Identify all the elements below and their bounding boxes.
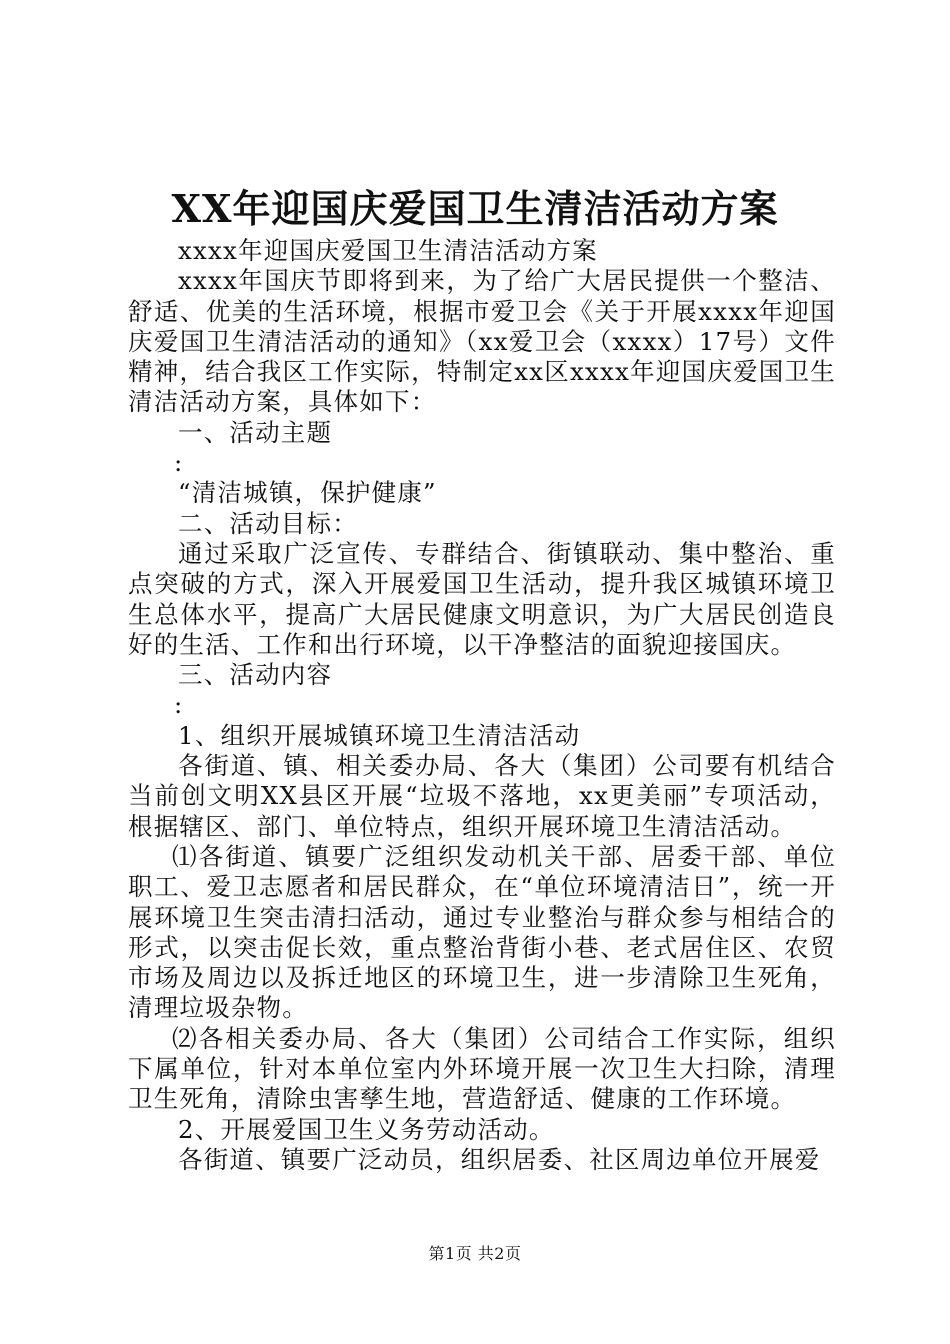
document-body: [128, 236, 836, 1175]
heading-activity-content: 三、活动内容: [178, 660, 333, 690]
colon-line: :: [174, 690, 184, 720]
heading-activity-goals: 二、活动目标：: [178, 508, 358, 538]
paragraph-goals: 通过采取广泛宣传、专群结合、街镇联动、集中整治、重点突破的方式，深入开展爱国卫生活动，提升我区城镇环境卫生总体水平，提高广大居民健康文明意识，为广大居民创造良好的生活、工作和出行环境，以干净整洁的面貌迎接国庆。: [128, 538, 836, 659]
paragraph-item-1: 各街道、镇、相关委办局、各大（集团）公司要有机结合当前创文明XX县区开展“垃圾不落地，xx更美丽”专项活动，根据辖区、部门、单位特点，组织开展环境卫生清洁活动。: [128, 751, 836, 841]
page-footer: 第1页 共2页: [428, 1244, 522, 1263]
paragraph-subitem-2: ⑵各相关委办局、各大（集团）公司结合工作实际，组织下属单位，针对本单位室内外环境开展一次卫生大扫除，清理卫生死角，清除虫害孳生地，营造舒适、健康的工作环境。: [128, 1023, 836, 1114]
paragraph-subitem-1: ⑴各街道、镇要广泛组织发动机关干部、居委干部、单位职工、爱卫志愿者和居民群众，在“单位环境清洁日”，统一开展环境卫生突击清扫活动，通过专业整治与群众参与相结合的形式，以突击促长效，重点整治背街小巷、老式居住区、农贸市场及周边以及拆迁地区的环境卫生，进一步清除卫生死角，清理垃圾杂物。: [128, 841, 836, 1023]
heading-item-2: 2、开展爱国卫生义务劳动活动。: [178, 1114, 555, 1144]
heading-item-1: 1、组织开展城镇环境卫生清洁活动: [178, 720, 581, 750]
paragraph-subtitle: xxxx年迎国庆爱国卫生清洁活动方案: [178, 236, 598, 265]
paragraph-theme-slogan: “清洁城镇，保护健康”: [178, 478, 437, 508]
colon-line: :: [174, 448, 184, 478]
paragraph-item-2: 各街道、镇要广泛动员，组织居委、社区周边单位开展爱: [178, 1144, 821, 1174]
paragraph-intro: xxxx年国庆节即将到来，为了给广大居民提供一个整洁、舒适、优美的生活环境，根据市爱卫会《关于开展xxxx年迎国庆爱国卫生清洁活动的通知》（xx爱卫会（xxxx）17号）文件精神，结合我区工作实际，特制定xx区xxxx年迎国庆爱国卫生清洁活动方案，具体如下：: [128, 266, 836, 417]
document-title: XX年迎国庆爱国卫生清洁活动方案: [171, 186, 779, 231]
heading-activity-theme: 一、活动主题: [178, 417, 333, 447]
